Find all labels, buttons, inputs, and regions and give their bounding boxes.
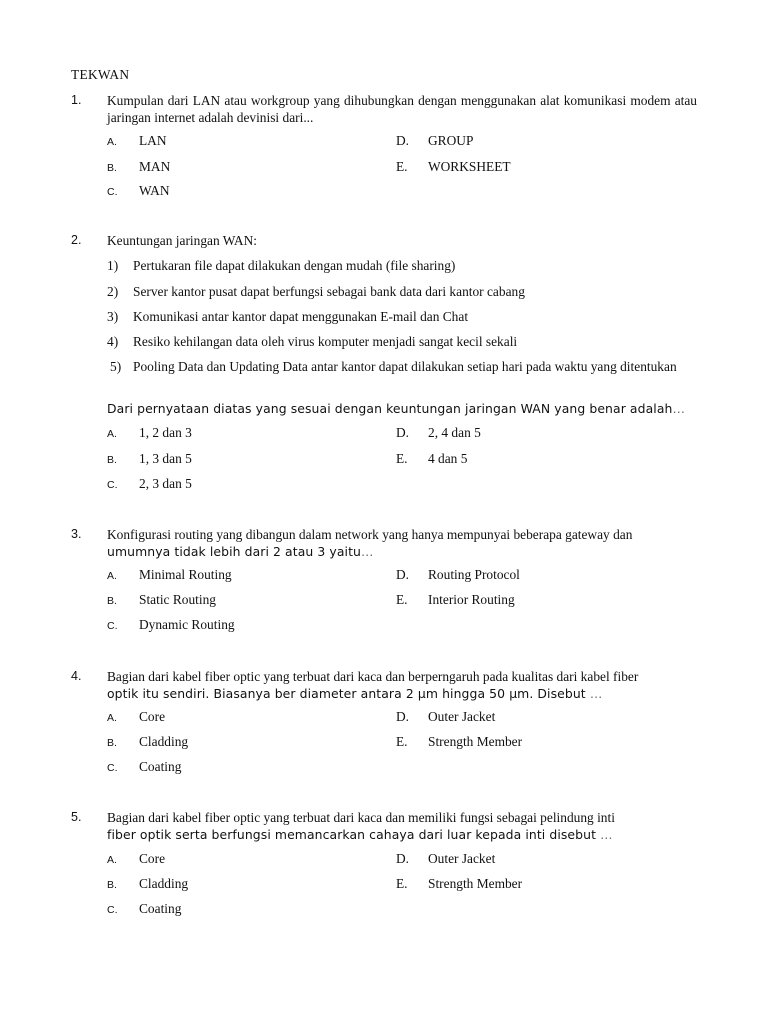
q3-option-c	[107, 617, 235, 633]
q4-option-a-text: Core	[139, 709, 166, 724]
q4-option-c-text: Coating	[139, 759, 182, 774]
q2-statement-2-number: 2)	[107, 284, 119, 299]
q2-statement-3	[107, 309, 697, 325]
q5-option-e-text: Strength Member	[428, 876, 523, 891]
q5-option-e	[396, 876, 522, 892]
q4-option-d-text: Outer Jacket	[428, 709, 496, 724]
q5-option-a-label: A.	[107, 854, 117, 866]
q2-statement-1-number: 1)	[107, 258, 119, 273]
q4-option-e-label: E.	[396, 734, 408, 749]
q4-option-a-label: A.	[107, 712, 117, 724]
q4-option-c	[107, 759, 181, 775]
q2-option-b-text: 1, 3 dan 5	[139, 451, 192, 466]
q5-option-b-text: Cladding	[139, 876, 189, 891]
q2-option-d-label: D.	[396, 425, 410, 440]
q2-number: 2.	[71, 233, 82, 247]
q1-option-e-text: WORKSHEET	[428, 159, 511, 174]
q2-option-e-label: E.	[396, 451, 408, 466]
q3-option-e-label: E.	[396, 592, 408, 607]
q3-option-d-label: D.	[396, 567, 410, 582]
q2-text: Keuntungan jaringan WAN:	[107, 233, 257, 248]
q3-option-a-text: Minimal Routing	[139, 567, 232, 582]
q4-text	[107, 668, 697, 702]
q5-option-b-label: B.	[107, 879, 117, 891]
q4-option-a	[107, 709, 165, 725]
q1-option-a-label: A.	[107, 136, 117, 148]
q2-option-d	[396, 425, 481, 441]
q5-ellipsis: …	[600, 827, 613, 842]
q3-option-a-label: A.	[107, 570, 117, 582]
q3-number: 3.	[71, 527, 82, 541]
q5-option-c	[107, 901, 181, 917]
q4-option-c-label: C.	[107, 762, 118, 774]
q5-option-d-text: Outer Jacket	[428, 851, 496, 866]
q1-option-a-text: LAN	[139, 133, 167, 148]
q1-option-c	[107, 183, 170, 199]
q2-option-e-text: 4 dan 5	[428, 451, 468, 466]
q3-option-b-label: B.	[107, 595, 117, 607]
q5-option-d	[396, 851, 495, 867]
page-title: TEKWAN	[71, 67, 130, 82]
q4-option-b-text: Cladding	[139, 734, 189, 749]
q5-option-c-text: Coating	[139, 901, 182, 916]
q2-option-c	[107, 476, 192, 492]
q2-statement-3-number: 3)	[107, 309, 119, 324]
q1-text: Kumpulan dari LAN atau workgroup yang dihubungkan dengan menggunakan alat komunikasi modem atau jaringan internet adalah devinisi dari...	[107, 93, 697, 125]
q4-number: 4.	[71, 669, 82, 683]
q3-text	[107, 526, 697, 560]
q4-option-b-label: B.	[107, 737, 117, 749]
q3-option-d	[396, 567, 520, 583]
q1-option-e-label: E.	[396, 159, 408, 174]
q2-question-text: Dari pernyataan diatas yang sesuai dengan keuntungan jaringan WAN yang benar adalah	[107, 401, 673, 416]
q3-option-c-label: C.	[107, 620, 118, 632]
q3-ellipsis: …	[361, 544, 374, 559]
q3-option-e	[396, 592, 515, 608]
q3-option-c-text: Dynamic Routing	[139, 617, 235, 632]
q2-statement-3-text: Komunikasi antar kantor dapat menggunakan E-mail dan Chat	[133, 309, 469, 324]
q1-option-b-label: B.	[107, 162, 117, 174]
q4-option-e	[396, 734, 522, 750]
q2-statement-1	[107, 258, 697, 274]
q3-option-d-text: Routing Protocol	[428, 567, 520, 582]
q2-statement-5-text: Pooling Data dan Updating Data antar kantor dapat dilakukan setiap hari pada waktu yang ditentukan	[133, 359, 677, 374]
q2-statement-4-text: Resiko kehilangan data oleh virus komputer menjadi sangat kecil sekali	[133, 334, 518, 349]
q3-option-e-text: Interior Routing	[428, 592, 515, 607]
q2-statement-1-text: Pertukaran file dapat dilakukan dengan mudah (file sharing)	[133, 258, 456, 273]
q5-option-b	[107, 876, 188, 892]
q1-option-d-text: GROUP	[428, 133, 474, 148]
q2-statement-4	[107, 334, 697, 350]
q4-option-d-label: D.	[396, 709, 410, 724]
q1-option-b	[107, 159, 170, 175]
q5-number: 5.	[71, 810, 82, 824]
q1-option-a	[107, 133, 167, 149]
q1-option-c-label: C.	[107, 186, 118, 198]
q2-option-c-text: 2, 3 dan 5	[139, 476, 192, 491]
q1-option-e	[396, 159, 511, 175]
q1-option-b-text: MAN	[139, 159, 171, 174]
q2-option-a-label: A.	[107, 428, 117, 440]
q2-statement-2	[107, 284, 697, 300]
q1-number: 1.	[71, 93, 82, 107]
q5-option-c-label: C.	[107, 904, 118, 916]
q2-question	[107, 400, 697, 417]
q4-text-line2: optik itu sendiri. Biasanya ber diameter antara 2 µm hingga 50 µm. Disebut	[107, 686, 586, 701]
q3-text-line1: Konfigurasi routing yang dibangun dalam network yang hanya mempunyai beberapa gateway dan	[107, 527, 633, 542]
q4-option-e-text: Strength Member	[428, 734, 523, 749]
q5-option-d-label: D.	[396, 851, 410, 866]
q1-option-c-text: WAN	[139, 183, 170, 198]
q5-text-line2: fiber optik serta berfungsi memancarkan cahaya dari luar kepada inti disebut	[107, 827, 597, 842]
q2-statement-5-number: 5)	[110, 359, 122, 374]
q2-option-a-text: 1, 2 dan 3	[139, 425, 192, 440]
q5-option-a-text: Core	[139, 851, 166, 866]
q3-option-b-text: Static Routing	[139, 592, 216, 607]
q3-option-a	[107, 567, 232, 583]
q5-option-e-label: E.	[396, 876, 408, 891]
q2-statement-4-number: 4)	[107, 334, 119, 349]
q5-text	[107, 809, 697, 843]
q2-question-ellipsis: …	[672, 401, 685, 416]
q2-statement-2-text: Server kantor pusat dapat berfungsi sebagai bank data dari kantor cabang	[133, 284, 525, 299]
q1-option-d-label: D.	[396, 133, 410, 148]
q4-text-line1: Bagian dari kabel fiber optic yang terbuat dari kaca dan berperngaruh pada kualitas dari kabel fiber	[107, 669, 639, 684]
q3-text-line2: umumnya tidak lebih dari 2 atau 3 yaitu	[107, 544, 361, 559]
q2-option-d-text: 2, 4 dan 5	[428, 425, 481, 440]
q2-statement-5	[110, 359, 690, 375]
q3-option-b	[107, 592, 216, 608]
q4-option-d	[396, 709, 495, 725]
q5-option-a	[107, 851, 165, 867]
q2-option-e	[396, 451, 467, 467]
q1-option-d	[396, 133, 473, 149]
q5-text-line1: Bagian dari kabel fiber optic yang terbuat dari kaca dan memiliki fungsi sebagai pelindung inti	[107, 810, 615, 825]
q2-option-c-label: C.	[107, 479, 118, 491]
q4-ellipsis: …	[589, 686, 603, 701]
q2-option-b	[107, 451, 192, 467]
q2-option-a	[107, 425, 192, 441]
q4-option-b	[107, 734, 188, 750]
q2-option-b-label: B.	[107, 454, 117, 466]
